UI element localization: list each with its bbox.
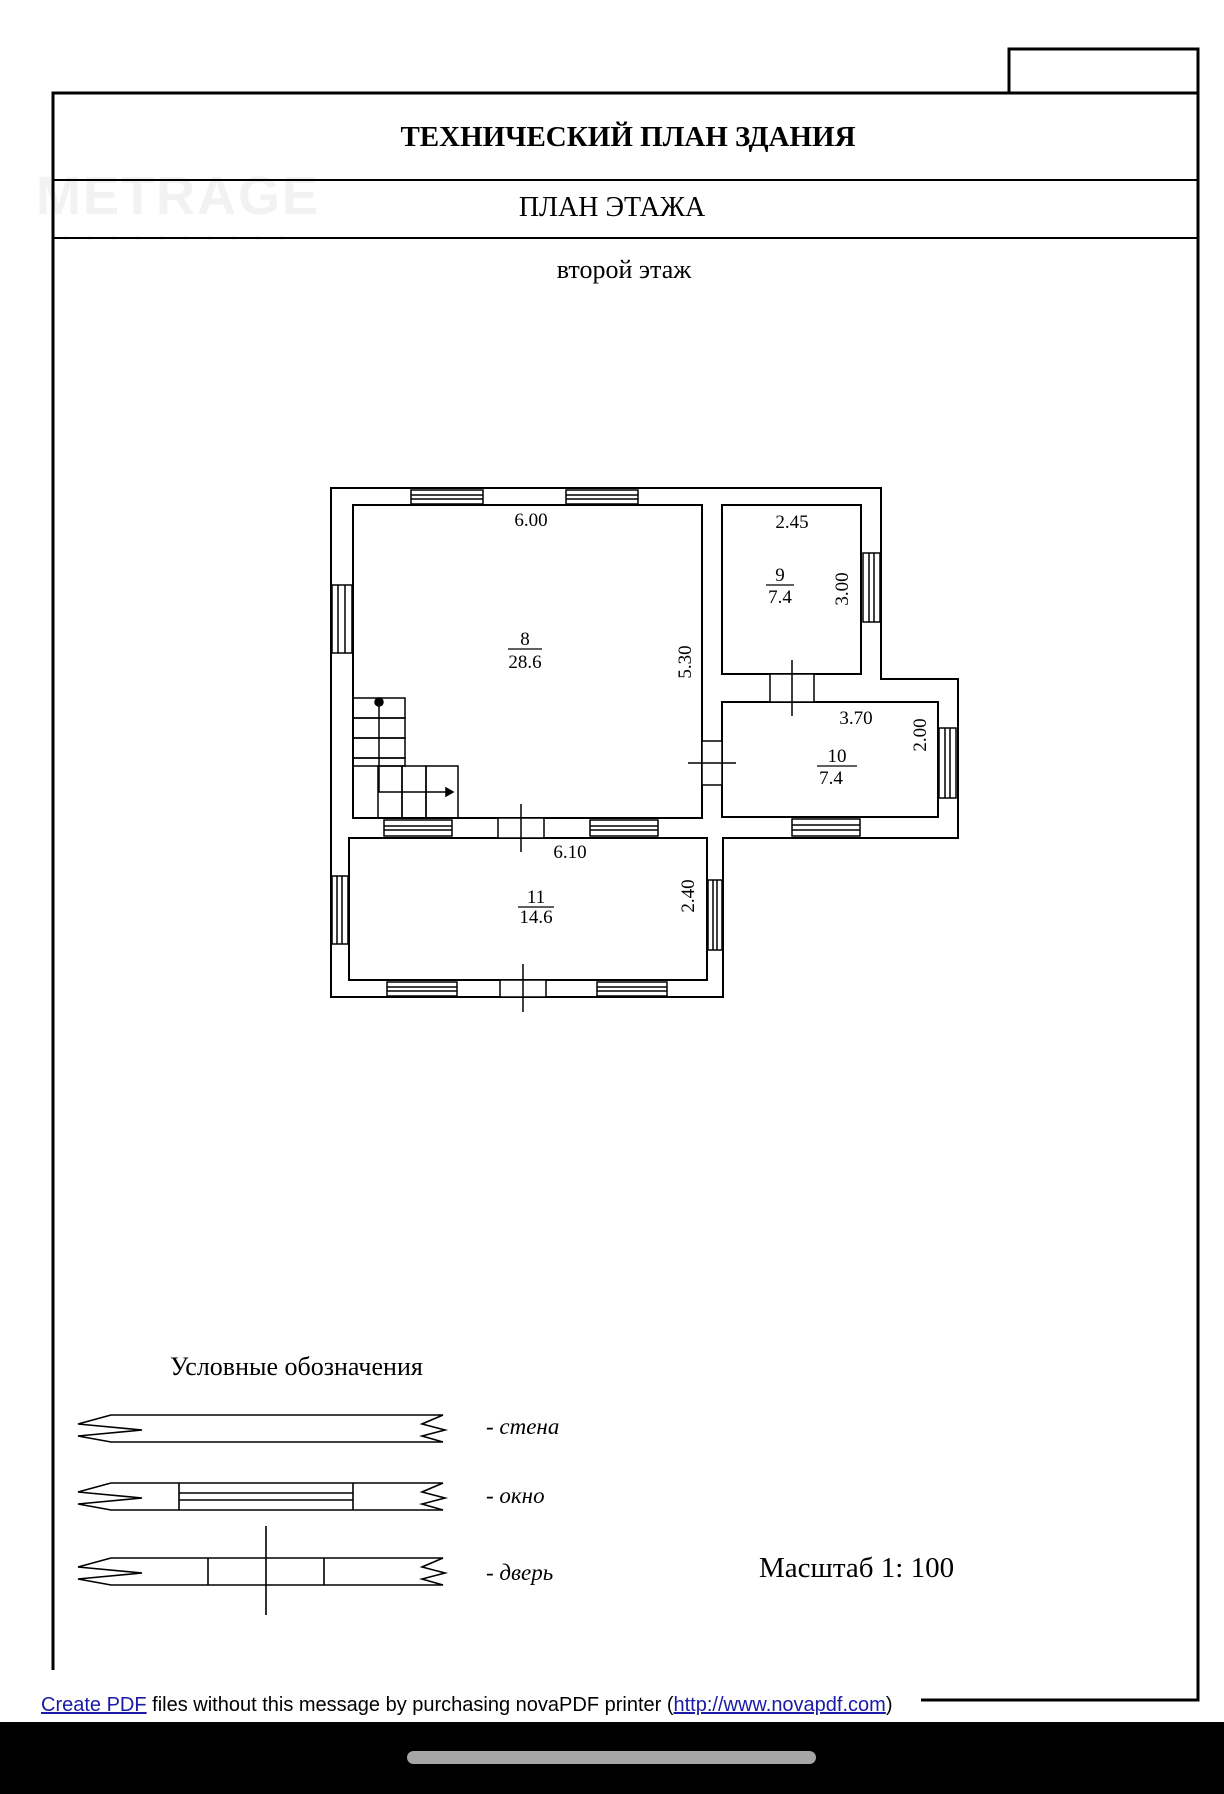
legend-title: Условные обозначения <box>170 1352 423 1381</box>
system-navigation-bar <box>0 1722 1224 1794</box>
scale-label: Масштаб 1: 100 <box>759 1552 955 1584</box>
floor-plan-heading: ПЛАН ЭТАЖА <box>518 192 706 223</box>
room-11-width: 6.10 <box>553 842 587 863</box>
legend-door-symbol <box>78 1526 445 1615</box>
room-9-area: 7.4 <box>768 587 792 608</box>
window <box>332 876 348 944</box>
notice-text-end: ) <box>885 1694 893 1716</box>
room-11-height: 2.40 <box>678 879 699 913</box>
window <box>332 585 352 653</box>
window <box>387 982 457 996</box>
document-title: ТЕХНИЧЕСКИЙ ПЛАН ЗДАНИЯ <box>400 121 856 153</box>
staircase <box>353 698 458 818</box>
window <box>792 819 860 836</box>
legend-wall-symbol <box>78 1415 445 1442</box>
pdf-printer-notice <box>41 1694 941 1718</box>
window <box>384 820 452 836</box>
floor-plan <box>331 488 958 1012</box>
create-pdf-link[interactable]: Create PDF <box>41 1694 147 1716</box>
window <box>411 490 483 504</box>
room-10-number: 10 <box>827 746 847 767</box>
room-11-area: 14.6 <box>519 907 553 928</box>
window <box>863 553 880 622</box>
room-8-number: 8 <box>520 629 530 650</box>
room-11-number: 11 <box>526 887 546 908</box>
novapdf-link[interactable]: http://www.novapdf.com <box>673 1694 886 1716</box>
windows <box>332 490 956 996</box>
room-10-width: 3.70 <box>839 708 873 729</box>
window <box>566 490 638 504</box>
room-8-area: 28.6 <box>508 652 542 673</box>
room-10-height: 2.00 <box>910 718 931 752</box>
room-8-width: 6.00 <box>514 510 548 531</box>
window <box>590 820 658 836</box>
room-9-width: 2.45 <box>775 512 809 533</box>
window <box>597 982 667 996</box>
room-10-area: 7.4 <box>819 768 843 789</box>
legend-window-label: - окно <box>486 1483 545 1508</box>
room-9-height: 3.00 <box>832 572 853 606</box>
sheet-frame <box>53 49 1198 1700</box>
home-gesture-handle[interactable] <box>407 1751 816 1764</box>
window <box>939 728 956 798</box>
window <box>708 880 722 950</box>
room-8-height: 5.30 <box>675 645 696 679</box>
notice-text: files without this message by purchasing novaPDF printer ( <box>146 1694 674 1716</box>
legend-wall-label: - стена <box>486 1414 560 1439</box>
watermark-logo: METRAGE <box>36 166 320 226</box>
room-9-number: 9 <box>775 565 785 586</box>
legend-door-label: - дверь <box>486 1560 554 1585</box>
floor-name: второй этаж <box>556 255 692 284</box>
legend-window-symbol <box>78 1483 445 1510</box>
room-labels <box>508 565 857 928</box>
